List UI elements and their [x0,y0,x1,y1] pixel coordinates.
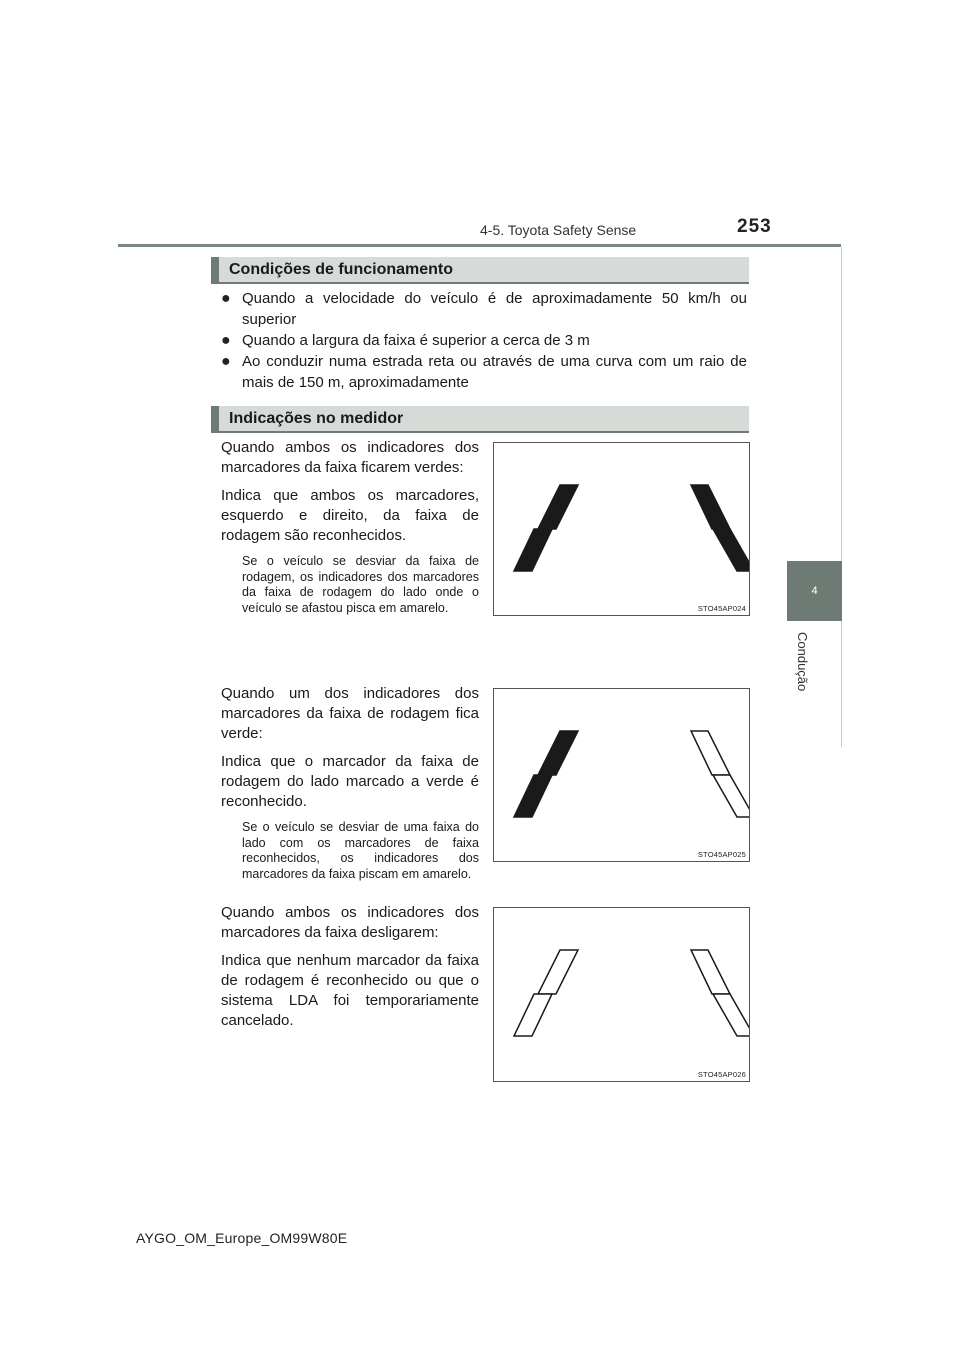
indication-desc: Indica que nenhum marcador da faixa de rodagem é reconhecido ou que o sistema LDA foi temporariamente cancelado. [221,952,479,1029]
page-number: 253 [737,216,772,237]
list-item [221,351,747,393]
indication-item-both-green [221,438,479,616]
header-rule [118,244,841,247]
left-upper-lane-marker [538,485,578,529]
left-upper-lane-marker [538,731,578,775]
right-upper-lane-marker [691,485,730,529]
right-lower-lane-marker [713,994,749,1036]
section-header-operating-conditions: Condições de funcionamento [211,257,749,284]
indication-note: Se o veículo se desviar de uma faixa do lado com os marcadores de faixa reconhecidos, os indicadores dos marcadores da faixa piscam em amarelo. [242,820,479,881]
indication-item-one-green [221,684,479,882]
figure-code: STO45AP024 [697,604,746,613]
list-item-text: Ao conduzir numa estrada reta ou através de uma curva com um raio de mais de 150 m, aproximadamente [242,353,747,391]
figure-code: STO45AP026 [697,1070,746,1079]
indication-lead: Quando ambos os indicadores dos marcadores da faixa ficarem verdes: [221,439,479,476]
left-upper-lane-marker [538,950,578,994]
lane-markers-diagram [494,689,749,861]
list-item-text: Quando a largura da faixa é superior a cerca de 3 m [242,332,590,349]
section-title: 4-5. Toyota Safety Sense [480,222,637,238]
right-lower-lane-marker [713,529,749,571]
document-id: AYGO_OM_Europe_OM99W80E [136,1230,348,1246]
indication-lead: Quando um dos indicadores dos marcadores da faixa de rodagem fica verde: [221,685,479,742]
list-item-text: Quando a velocidade do veículo é de aproximadamente 50 km/h ou superior [242,290,747,328]
lane-indicator-figure [493,907,750,1082]
right-upper-lane-marker [691,731,730,775]
bullet-icon: ● [221,332,231,349]
chapter-tab[interactable]: 4 [787,561,842,621]
indication-note: Se o veículo se desviar da faixa de rodagem, os indicadores dos marcadores da faixa de rodagem do lado onde o veículo se afastou pisca em amarelo. [242,554,479,615]
operating-conditions-list [221,288,747,393]
lane-indicator-figure [493,442,750,616]
indication-desc: Indica que o marcador da faixa de rodagem do lado marcado a verde é reconhecido. [221,753,479,810]
bullet-icon: ● [221,353,231,370]
left-lower-lane-marker [514,529,552,571]
indication-item-none [221,903,479,1039]
right-upper-lane-marker [691,950,730,994]
lane-markers-diagram [494,908,749,1081]
section-header-meter-indications: Indicações no medidor [211,406,749,433]
indication-desc: Indica que ambos os marcadores, esquerdo e direito, da faixa de rodagem são reconhecidos. [221,487,479,544]
chapter-label: Condução [795,632,810,692]
right-lower-lane-marker [713,775,749,817]
indication-lead: Quando ambos os indicadores dos marcadores da faixa desligarem: [221,904,479,941]
lane-indicator-figure [493,688,750,862]
list-item [221,330,747,351]
left-lower-lane-marker [514,994,552,1036]
list-item [221,288,747,330]
lane-markers-diagram [494,443,749,615]
side-rule [841,247,842,747]
left-lower-lane-marker [514,775,552,817]
figure-code: STO45AP025 [697,850,746,859]
bullet-icon: ● [221,290,231,307]
